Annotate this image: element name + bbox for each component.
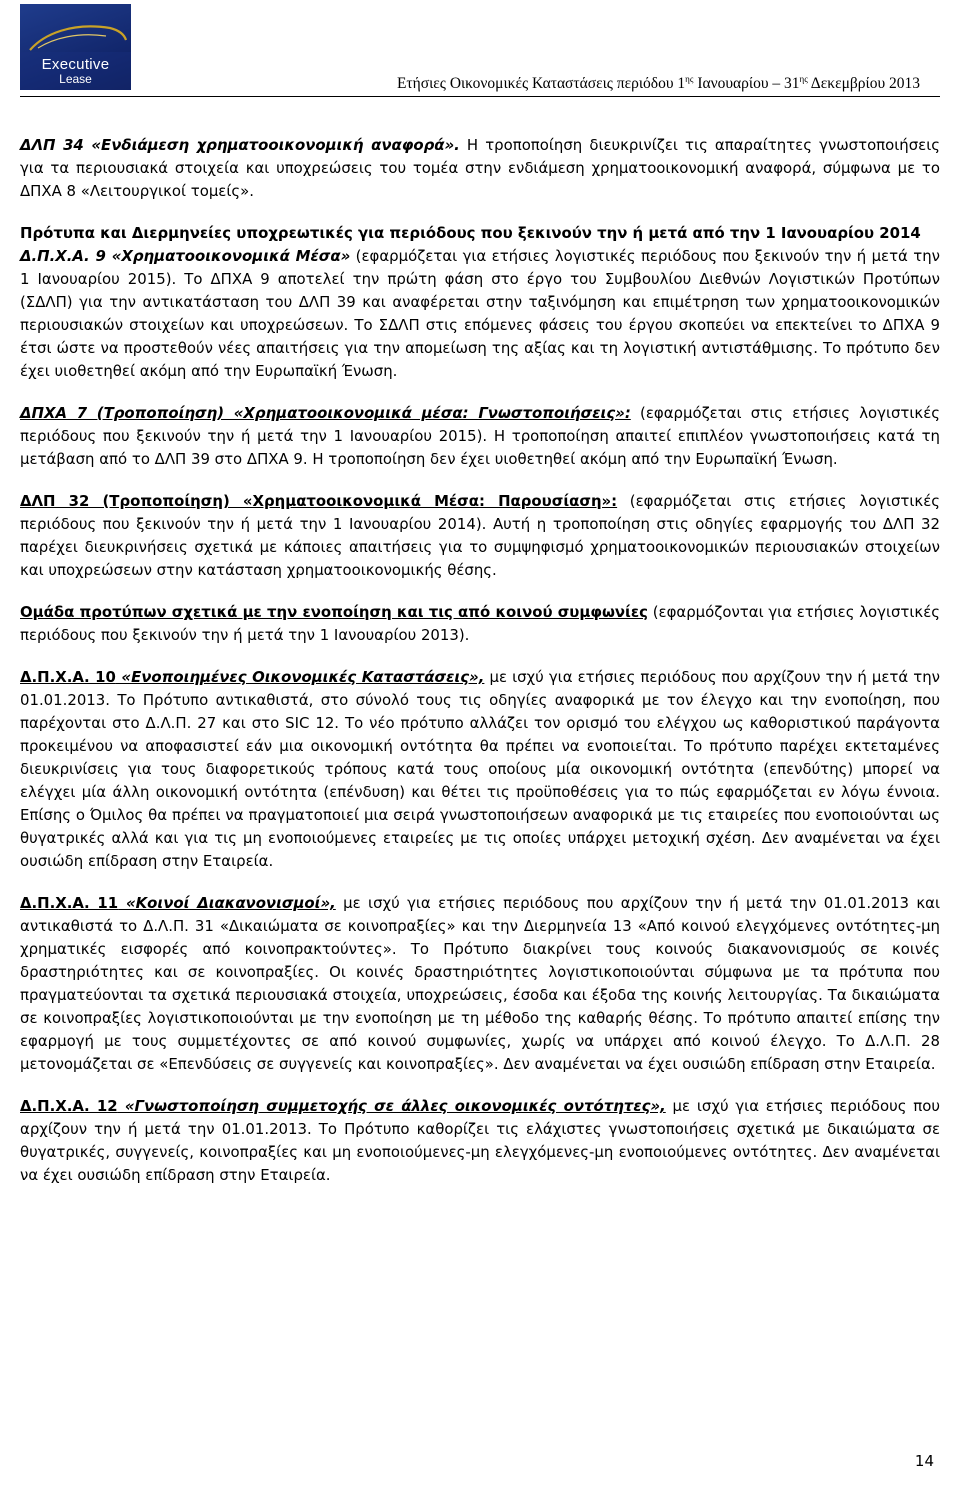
header-divider bbox=[20, 96, 940, 97]
document-body bbox=[20, 134, 940, 1206]
paragraph-title-code: Δ.Π.Χ.Α. 10 bbox=[20, 668, 116, 686]
paragraph-text: με ισχύ για ετήσιες περιόδους που αρχίζουν την ή μετά την 01.01.2013. Το Πρότυπο αντικαθιστά, στο σύνολό τους τις οδηγίες αναφορικά με τον έλεγχο και την ενοποίηση, που παρέχονται στο Δ.Λ.Π. 27 και στο SIC 12. Το νέο πρότυπο αλλάζει τον ορισμό του ελέγχου ως καθοριστικού παράγοντα προκειμένου να αποφασιστεί εάν μια οικονομική οντότητα θα πρέπει να ενοποιείται. Το πρότυπο παρέχει εκτεταμένες διευκρινίσεις για τους διαφορετικούς τρόπους κατά τους οποίους μία οικονομική οντότητα (επενδύτης) μπορεί να ελέγχει μία άλλη οικονομική οντότητα (επένδυση) και θέτει τις προϋποθέσεις για το πώς εφαρμόζεται εν λόγω έννοια. Επίσης ο Όμιλος θα πρέπει να πραγματοποιεί μια σειρά γνωστοποιήσεων αναφορικά με τις εταιρείες που ενοποιούνται ως θυγατρικές αλλά και για τις μη ενοποιούμενες εταιρείες με τις οποίες υπάρχει μετοχική σχέση. Δεν αναμένεται να έχει ουσιώδη επίδραση στην Εταιρεία. bbox=[20, 668, 940, 870]
paragraph-text: (εφαρμόζεται στις ετήσιες λογιστικές περιόδους που ξεκινούν την ή μετά την 1 Ιανουαρίου 2014). Αυτή η τροποποίηση στις οδηγίες εφαρμογής του ΔΛΠ 32 παρέχει διευκρινήσεις σχετικά με κάποιες απαιτήσεις για το συμψηφισμό χρηματοοικονομικών περιουσιακών στοιχείων και υποχρεώσεων στην κατάσταση χρηματοοικονομικής θέσης. bbox=[20, 492, 940, 579]
logo-text-lease: Lease bbox=[59, 72, 92, 86]
paragraph-ifrs9 bbox=[20, 245, 940, 383]
paragraph-ifrs11 bbox=[20, 892, 940, 1076]
paragraph-title: ΔΛΠ 32 (Τροποποίηση) «Χρηματοοικονομικά Μέσα: Παρουσίαση»: bbox=[20, 492, 618, 510]
paragraph-consolidation-group bbox=[20, 601, 940, 647]
paragraph-ifrs10 bbox=[20, 666, 940, 873]
company-logo bbox=[20, 4, 131, 90]
paragraph-text: (εφαρμόζεται για ετήσιες λογιστικές περιόδους που ξεκινούν την ή μετά την 1 Ιανουαρίου 2015). Το ΔΠΧΑ 9 αποτελεί την πρώτη φάση στο έργο του Συμβουλίου Διεθνών Λογιστικών Προτύπων (ΣΔΛΠ) για την αντικατάσταση του ΔΛΠ 39 και αναφέρεται στην ταξινόμηση και επιμέτρηση των χρηματοοικονομικών περιουσιακών στοιχείων και υποχρεώσεων. Το ΣΔΛΠ στις επόμενες φάσεις του έργου σκοπεύει να επεκτείνει το ΔΠΧΑ 9 έτσι ώστε να προστεθούν νέες απαιτήσεις για την απομείωση της αξίας και τη λογιστική αντιστάθμισης. Το πρότυπο δεν έχει υιοθετηθεί ακόμη από την Ευρωπαϊκή Ένωση. bbox=[20, 247, 940, 380]
paragraph-text: (εφαρμόζονται για ετήσιες λογιστικές περιόδους που ξεκινούν την ή μετά την 1 Ιανουαρίου 2013). bbox=[20, 603, 940, 644]
section-heading-2014 bbox=[20, 222, 940, 245]
paragraph-ias34 bbox=[20, 134, 940, 203]
paragraph-text: (εφαρμόζεται στις ετήσιες λογιστικές περιόδους που ξεκινούν την ή μετά την 1 Ιανουαρίου 2015). Η τροποποίηση απαιτεί επιπλέον γνωστοποιήσεις κατά τη μετάβαση από το ΔΛΠ 39 στο ΔΠΧΑ 9. Η τροποποίηση δεν έχει υιοθετηθεί ακόμη από την Ευρωπαϊκή Ένωση. bbox=[20, 404, 940, 468]
paragraph-title: Ομάδα προτύπων σχετικά με την ενοποίηση και τις από κοινού συμφωνίες bbox=[20, 603, 648, 621]
paragraph-title: «Ενοποιημένες Οικονομικές Καταστάσεις», bbox=[115, 668, 485, 686]
paragraph-title-code: Δ.Π.Χ.Α. 11 bbox=[20, 894, 119, 912]
header-ordinal-suffix: ης bbox=[685, 74, 694, 84]
section-heading-text: Πρότυπα και Διερμηνείες υποχρεωτικές για περιόδους που ξεκινούν την ή μετά από την 1 Ιανουαρίου 2014 bbox=[20, 224, 921, 242]
header-title-part: Ετήσιες Οικονομικές Καταστάσεις περιόδου 1 bbox=[396, 75, 686, 93]
paragraph-title-code: Δ.Π.Χ.Α. 12 bbox=[20, 1097, 118, 1115]
paragraph-ias32 bbox=[20, 490, 940, 582]
paragraph-title: «Κοινοί Διακανονισμοί», bbox=[118, 894, 336, 912]
page-number: 14 bbox=[914, 1452, 934, 1470]
header-title-part: Δεκεμβρίου 2013 bbox=[807, 75, 920, 93]
paragraph-text: με ισχύ για ετήσιες περιόδους που αρχίζουν την ή μετά την 01.01.2013. Το Πρότυπο καθορίζει τις ελάχιστες γνωστοποιήσεις σχετικά με δικαιώματα σε θυγατρικές, συγγενείς, κοινοπραξίες και μη ενοποιούμενες-μη ελεγχόμενες-μη ενοποιούμενες οντότητες. Δεν αναμένεται να έχει ουσιώδη επίδραση στην Εταιρεία. bbox=[20, 1097, 940, 1184]
paragraph-text: Η τροποποίηση διευκρινίζει τις απαραίτητες γνωστοποιήσεις για τα περιουσιακά στοιχεία και υποχρεώσεις του τομέα στην ενδιάμεση χρηματοοικονομική αναφορά, σύμφωνα με το ΔΠΧΑ 8 «Λειτουργικοί τομείς». bbox=[20, 136, 940, 200]
header-ordinal-suffix: ης bbox=[799, 74, 808, 84]
paragraph-title: Δ.Π.Χ.Α. 9 «Χρηματοοικονομικά Μέσα» bbox=[20, 247, 351, 265]
paragraph-title: ΔΠΧΑ 7 (Τροποποίηση) «Χρηματοοικονομικά μέσα: Γνωστοποιήσεις»: bbox=[20, 404, 631, 422]
document-header-title bbox=[397, 74, 920, 93]
paragraph-title: «Γνωστοποίηση συμμετοχής σε άλλες οικονομικές οντότητες», bbox=[117, 1097, 666, 1115]
paragraph-ifrs12 bbox=[20, 1095, 940, 1187]
header-title-part: Ιανουαρίου – 31 bbox=[693, 75, 800, 93]
paragraph-text: με ισχύ για ετήσιες περιόδους που αρχίζουν την ή μετά την 01.01.2013 και αντικαθιστά το Δ.Λ.Π. 31 «Δικαιώματα σε κοινοπραξίες» και την Διερμηνεία 13 «Από κοινού ελεγχόμενες οντότητες-μη χρηματικές εισφορές από κοινοπρακτούντες». Το Πρότυπο διακρίνει τους κοινούς διακανονισμούς σε κοινές δραστηριότητες και σε κοινοπραξίες. Οι κοινές δραστηριότητες λογιστικοποιούνται σύμφωνα με τα πρότυπα που πραγματεύονται τα σχετικά περιουσιακά στοιχεία, υποχρεώσεις, έσοδα και έξοδα της κοινής λειτουργίας. Τα δικαιώματα σε κοινοπραξίες λογιστικοποιούνται με την ενοποίηση με τη μέθοδο της καθαρής θέσης. Το πρότυπο απαιτεί επίσης την εφαρμογή με τους συμμετέχοντες σε από κοινού συμφωνίες, χωρίς να υπάρχει από κοινού έλεγχο. Το Δ.Λ.Π. 28 μετονομάζεται σε «Επενδύσεις σε συγγενείς και κοινοπραξίες». Δεν αναμένεται να έχει ουσιώδη επίδραση στην Εταιρεία. bbox=[20, 894, 940, 1073]
paragraph-title: ΔΛΠ 34 «Ενδιάμεση χρηματοοικονομική αναφορά». bbox=[20, 136, 460, 154]
logo-text-executive: Executive bbox=[41, 56, 110, 73]
paragraph-ifrs7 bbox=[20, 402, 940, 471]
